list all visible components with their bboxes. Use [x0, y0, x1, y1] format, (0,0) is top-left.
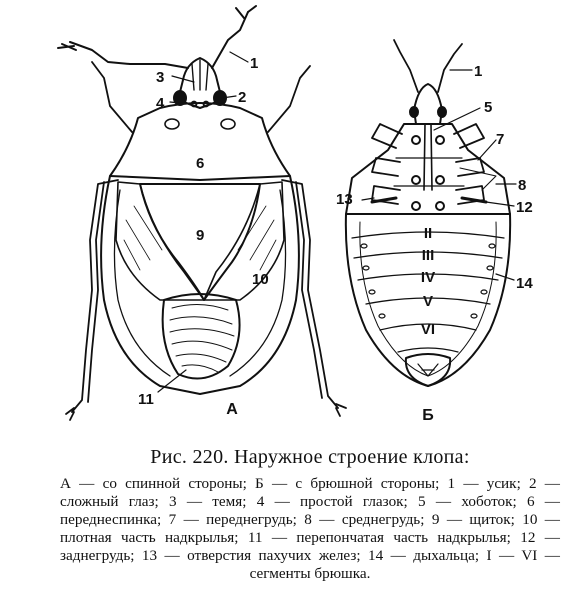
segment-label-IV: IV: [420, 269, 436, 286]
dorsal-body-outline: [101, 176, 299, 394]
label-12-metathorax: 12: [516, 199, 533, 216]
hemelytron-corium-left: [116, 182, 204, 300]
scent-gland-right: [462, 198, 486, 202]
label-4-ocellus: 4: [156, 95, 165, 112]
membrane-veins: [170, 304, 234, 372]
label-13-scent-glands: 13: [336, 191, 353, 208]
label-7-prothorax: 7: [496, 131, 505, 148]
segment-label-V: V: [422, 293, 434, 310]
caption-legend: А — со спинной стороны; Б — с брюшной стороны; 1 — усик; 2 — сложный глаз; 3 — темя; 4 — простой глазок; 5 — хоботок; 6 — переднеспинка; 7 — переднегрудь; 8 — среднегрудь; 9 — щиток; 10 — плотная часть надкрылья; 11 — перепончатая часть надкрылья; 12 — заднегрудь; 13 — отверстия пахучих желез; 14 — дыхальца; I — VI —сегменты брюшка.: [60, 475, 560, 582]
label-1-antenna-ventral: 1: [474, 63, 483, 80]
label-10-corium: 10: [252, 271, 269, 288]
label-14-spiracles: 14: [516, 275, 533, 292]
label-8-mesothorax: 8: [518, 177, 527, 194]
label-1-antenna-dorsal: 1: [250, 55, 259, 72]
label-9-scutellum: 9: [196, 227, 205, 244]
segment-label-II: II: [423, 225, 433, 242]
label-2-compound-eye: 2: [238, 89, 247, 106]
label-6-pronotum: 6: [196, 155, 205, 172]
label-11-membrane: 11: [138, 391, 154, 408]
label-3-vertex: 3: [156, 69, 165, 86]
figure-caption: [60, 446, 560, 583]
ventral-legs: [372, 124, 484, 204]
segment-label-III: III: [421, 247, 435, 264]
panel-label-b: Б: [422, 407, 434, 424]
caption-title: Рис. 220. Наружное строение клопа:: [150, 446, 470, 468]
rostrum: [424, 124, 432, 190]
scent-gland-left: [372, 198, 396, 202]
dorsal-antennae: [58, 6, 256, 68]
dorsal-view: [58, 6, 346, 420]
panel-label-a: А: [226, 401, 238, 418]
segment-label-VI: VI: [420, 321, 436, 338]
dorsal-legs: [66, 62, 346, 420]
label-5-rostrum: 5: [484, 99, 493, 116]
